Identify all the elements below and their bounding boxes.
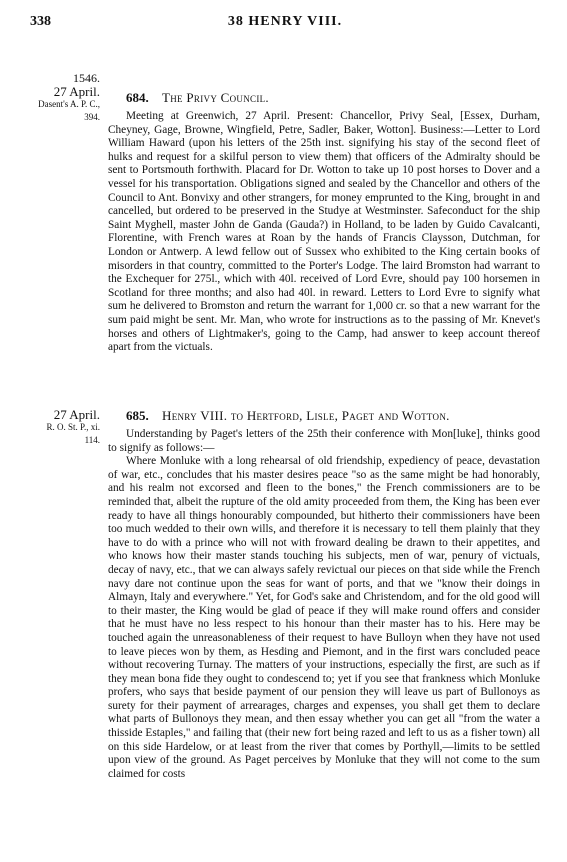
running-head: 38 HENRY VIII. [227,14,343,29]
entry-body-684 [108,110,540,355]
entry-paragraph: Where Monluke with a long rehearsal of old friendship, expediency of peace, devastation of war, etc., concludes that his master desires peace "so as the same might be had honorably, and his realm not excorsed and fleen to the bones," the French commissioners are to be reminded that, albeit the rupture of the old amity proceeded from them, the King has been ever ready to have all things honourably compounded, but hitherto their commissioners have been too much wedded to their own wills, and therefore it is necessary to tell them plainly that they have to do with a prince who will not with froward dealing be drawn to their appetites, and who knows how their master stands touching his subjects, men of war, penury of victuals, decay of navy, etc., that we can always safely revictual our pieces on that side while the French navy dare not continue upon the seas for want of ports, and that we "know their doings in Almayn, Italy and everywhere." Yet, for God's sake and Christendom, and for the old good will to their master, the King would be glad of peace if they will make round offers and consider that he must have no less respect to his honour than their master has to his. Here may be touched again the unreasonableness of their request to have Bulloyn when they have not used to leave pieces won by them, as Hesding and Piemont, and in the first wars concluded peace without recovering Turnay. The matters of your instructions, especially the first, are such as if they mean bona fide they ought to condescend to; yet if you see that frankness which Monluke profers, who says that beside payment of our pension they will leave us part of Bullonoys as surety for their payment of arrearages, charges and expenses, you shall get them to declare what parts of Bullonoys they mean, and then essay whether you can get all "from the water a thisside Estaples," and failing that (their new fort being razed and left to us as a fisher town) all on this side Hardelow, or at least from the river that comes by Porthyll,—limits to be settled upon view of the ground. As Paget perceives by Monluke that they will not come to the sum claimed for costs [108,455,540,780]
entry-number: 684. [126,90,149,105]
margin-note-685 [30,408,100,447]
margin-reference: R. O. St. P., xi. 114. [46,422,100,445]
margin-date: 27 April. [53,407,100,422]
margin-note-684 [30,72,100,124]
page-header [30,14,540,36]
margin-reference: Dasent's A. P. C., 394. [38,99,100,122]
margin-year: 1546. [73,71,100,85]
entry-paragraph: Meeting at Greenwich, 27 April. Present: Chancellor, Privy Seal, [Essex, Durham, Cheyney, Gage, Browne, Wingfield, Petre, Sadler, Baker, Wotton]. Business:—Letter to Lord William Haward (upon his letters of the 25th inst. signifying his stay of the second fleet of hulks and request for a skilful person to view them) that officers of the Admiralty should be sent to Portsmouth forthwith. Placard for Dr. Wotton to take up 10 post horses to Dover and a vessel for his transportation. Obligations signed and sealed by the Chancellor and others of the Council to Ant. Bonvixy and other strangers, for money emprunted to the King, brought in and cancelled, but ordered to be preserved in the Studye at Westminster. Safeconduct for the ship Saint Myghell, master John de Ganda (Gauda?) in Holland, to be laden by Guido Cavalcanti, Florentine, with French wares at Roan by the hands of Francis Claysson, Dutchman, for London or Antwerp. A lewd fellow out of Sussex who exhibited to the King certain books of misorders in that country, committed to the Porter's Lodge. The laird Bromston had warrant to the Exchequer for 275l., which with 40l. received of Lord Evre, should pay 100 horsemen in Scotland for three months; and also had 40l. in reward. Letters to Lord Evre to signify what sum he delivered to Bromston and return the warrant for 1,000 cr. so that a new warrant for the sum paid might be sent. Mr. Man, who wrote for instructions as to the passing of Mr. Knevet's horses and others of Lightmaker's, going to the Camp, had answer to keep account thereof apart from the victuals. [108,110,540,354]
entry-title: The Privy Council. [162,90,269,105]
margin-date: 27 April. [53,84,100,99]
entry-number: 685. [126,408,149,423]
entry-heading-685 [126,408,450,424]
page-number: 338 [30,14,51,29]
entry-title: Henry VIII. to Hertford, Lisle, Paget and Wotton. [162,408,450,423]
entry-body-685 [108,428,540,781]
entry-paragraph: Understanding by Paget's letters of the 25th their conference with Mon[luke], thinks good to signify as follows:— [108,428,540,454]
entry-heading-684 [126,90,269,106]
